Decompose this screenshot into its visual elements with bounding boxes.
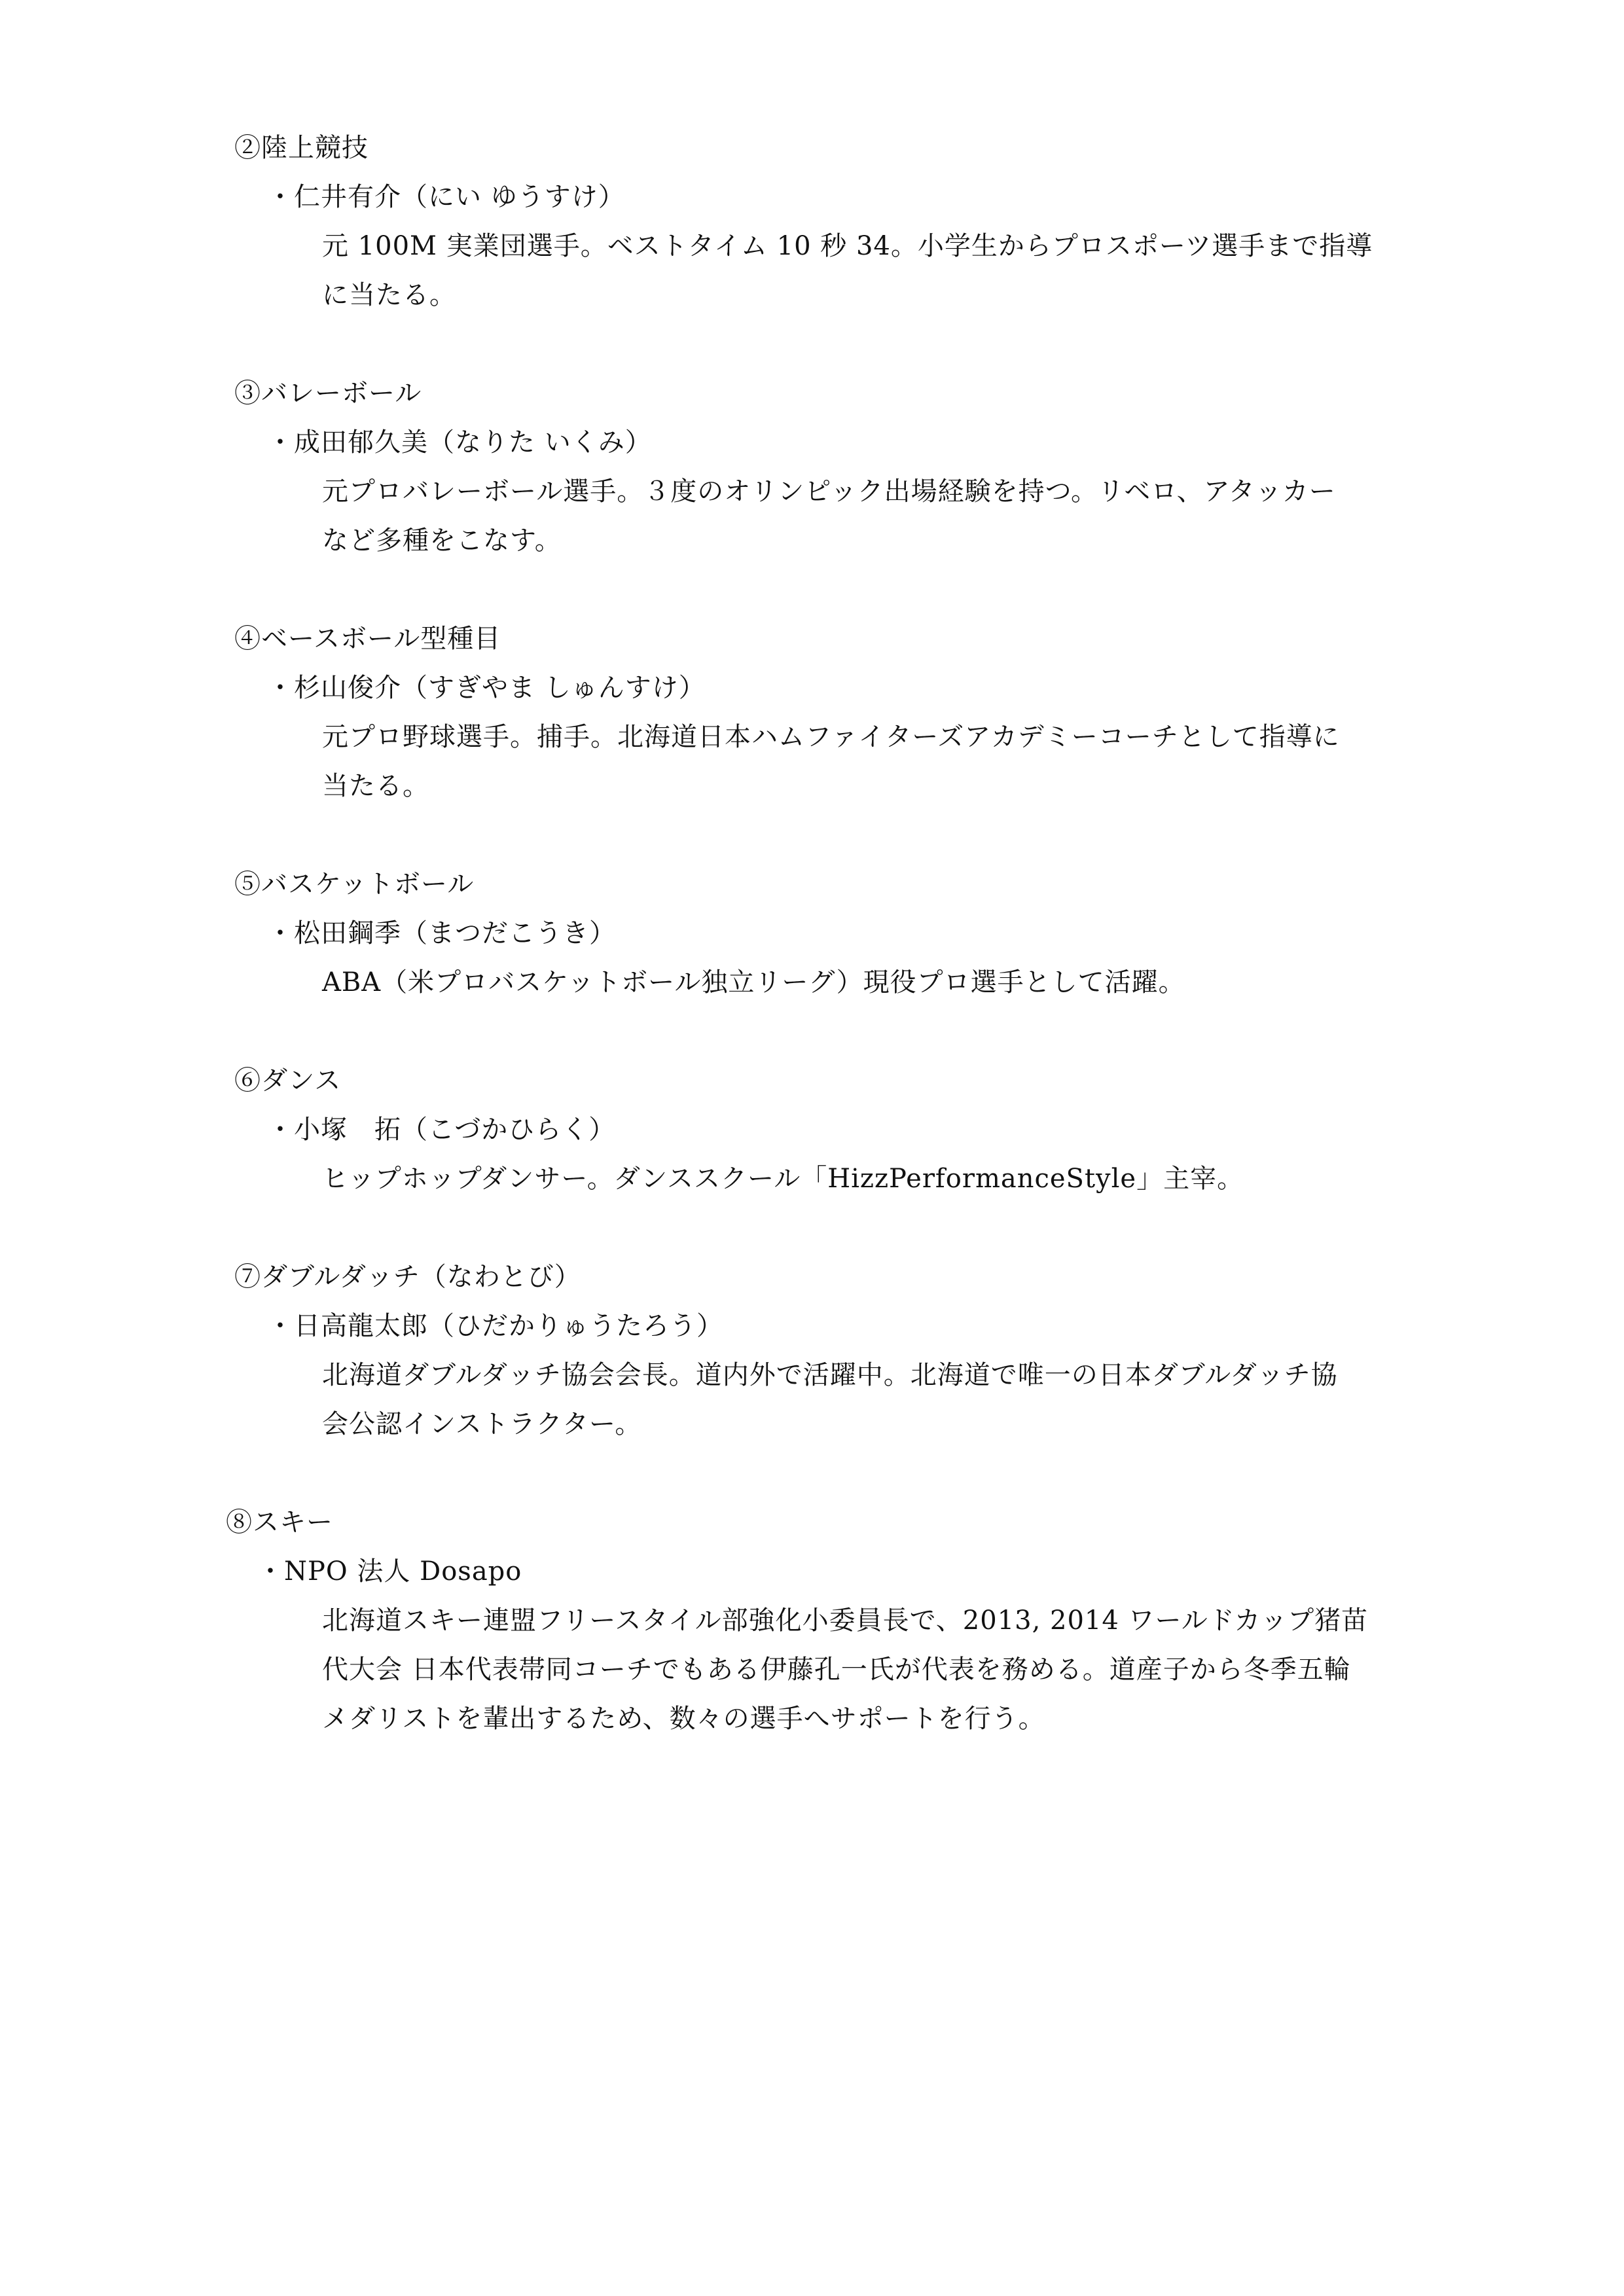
coach-name-volleyball: ・成田郁久美（なりた いくみ） [267,427,652,457]
coach-desc-line: 元プロバレーボール選手。３度のオリンピック出場経験を持つ。リベロ、アタッカー [322,476,1336,507]
section-heading-basketball: ⑤バスケットボール [234,869,475,899]
section-heading-track: ②陸上競技 [234,133,369,163]
coach-name-double-dutch: ・日高龍太郎（ひだかりゅうたろう） [267,1311,723,1341]
coach-desc-line: 会公認インストラクター。 [322,1409,642,1439]
section-heading-dance: ⑥ダンス [234,1066,342,1096]
coach-name-dance: ・小塚 拓（こづかひらく） [267,1115,616,1145]
coach-name-ski: ・NPO 法人 Dosapo [257,1556,522,1587]
coach-desc-line: 当たる。 [322,771,429,801]
coach-desc-line: ABA（米プロバスケットボール独立リーグ）現役プロ選手として活躍。 [322,967,1185,997]
coach-name-track: ・仁井有介（にい ゆうすけ） [267,182,625,212]
coach-desc-line: 北海道ダブルダッチ協会会長。道内外で活躍中。北海道で唯一の日本ダブルダッチ協 [322,1360,1338,1390]
coach-desc-line: ヒップホップダンサー。ダンススクール「HizzPerformanceStyle」主宰。 [322,1164,1244,1194]
section-heading-volleyball: ③バレーボール [234,378,422,408]
coach-desc-line: 北海道スキー連盟フリースタイル部強化小委員長で、2013, 2014 ワールドカップ猪苗 [322,1605,1369,1636]
coach-desc-line: 元 100M 実業団選手。ベストタイム 10 秒 34。小学生からプロスポーツ選手まで指導 [322,231,1373,261]
coach-desc-line: 元プロ野球選手。捕手。北海道日本ハムファイターズアカデミーコーチとして指導に [322,722,1340,752]
coach-desc-line: に当たる。 [322,280,456,310]
coach-desc-line: など多種をこなす。 [322,526,562,556]
section-heading-baseball: ④ベースボール型種目 [234,624,501,654]
coach-name-basketball: ・松田鋼季（まつだこうき） [267,918,616,948]
section-heading-double-dutch: ⑦ダブルダッチ（なわとび） [234,1262,581,1292]
coach-desc-line: メダリストを輩出するため、数々の選手へサポートを行う。 [322,1704,1045,1734]
section-heading-ski: ⑧スキー [226,1507,333,1537]
coach-desc-line: 代大会 日本代表帯同コーチでもある伊藤孔一氏が代表を務める。道産子から冬季五輪 [322,1655,1351,1685]
coach-name-baseball: ・杉山俊介（すぎやま しゅんすけ） [267,673,706,703]
